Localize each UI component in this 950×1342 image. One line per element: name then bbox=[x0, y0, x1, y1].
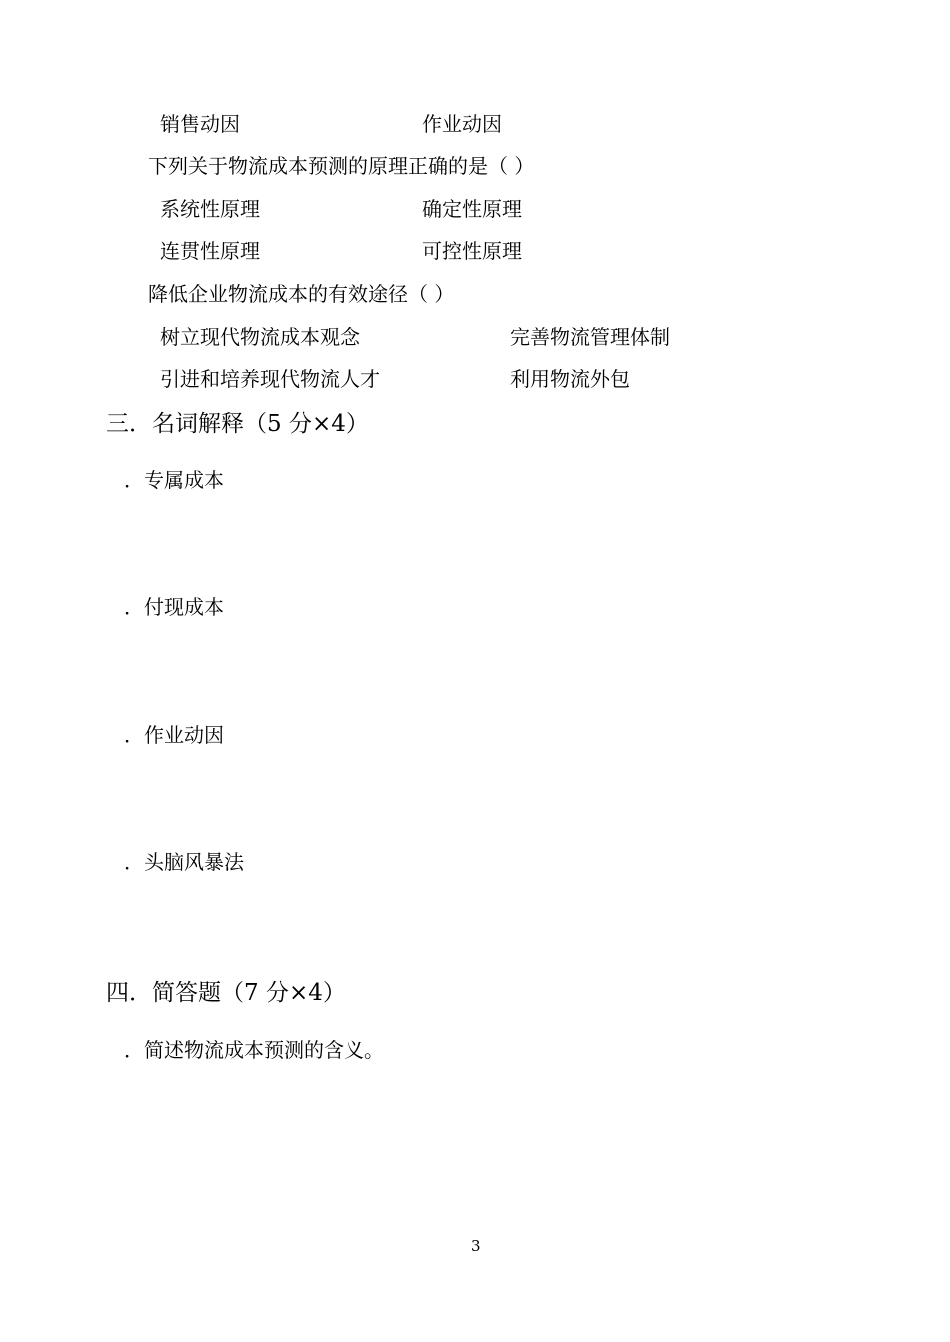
reduce-option-a: 树立现代物流成本观念 bbox=[160, 325, 360, 349]
reduce-question-stem: 降低企业物流成本的有效途径（ ） bbox=[148, 282, 455, 306]
forecast-option-b: 确定性原理 bbox=[422, 197, 522, 221]
short-answer-item: ．简述物流成本预测的含义。 bbox=[124, 1038, 384, 1062]
term-item: ．头脑风暴法 bbox=[124, 850, 244, 874]
reduce-option-b: 完善物流管理体制 bbox=[510, 325, 670, 349]
forecast-question-stem: 下列关于物流成本预测的原理正确的是（ ） bbox=[148, 154, 535, 178]
forecast-option-a: 系统性原理 bbox=[160, 197, 260, 221]
prev-option-c: 销售动因 bbox=[160, 112, 240, 136]
page-number: 3 bbox=[471, 1237, 481, 1255]
term-item: ．作业动因 bbox=[124, 723, 224, 747]
term-item: ．付现成本 bbox=[124, 595, 224, 619]
reduce-option-d: 利用物流外包 bbox=[510, 367, 630, 391]
forecast-option-c: 连贯性原理 bbox=[160, 239, 260, 263]
forecast-option-d: 可控性原理 bbox=[422, 239, 522, 263]
section-3-title: 三．名词解释（5 分×4） bbox=[106, 411, 369, 437]
term-item: ．专属成本 bbox=[124, 468, 224, 492]
prev-option-d: 作业动因 bbox=[422, 112, 502, 136]
section-4-title: 四．简答题（7 分×4） bbox=[106, 980, 346, 1006]
reduce-option-c: 引进和培养现代物流人才 bbox=[160, 367, 380, 391]
